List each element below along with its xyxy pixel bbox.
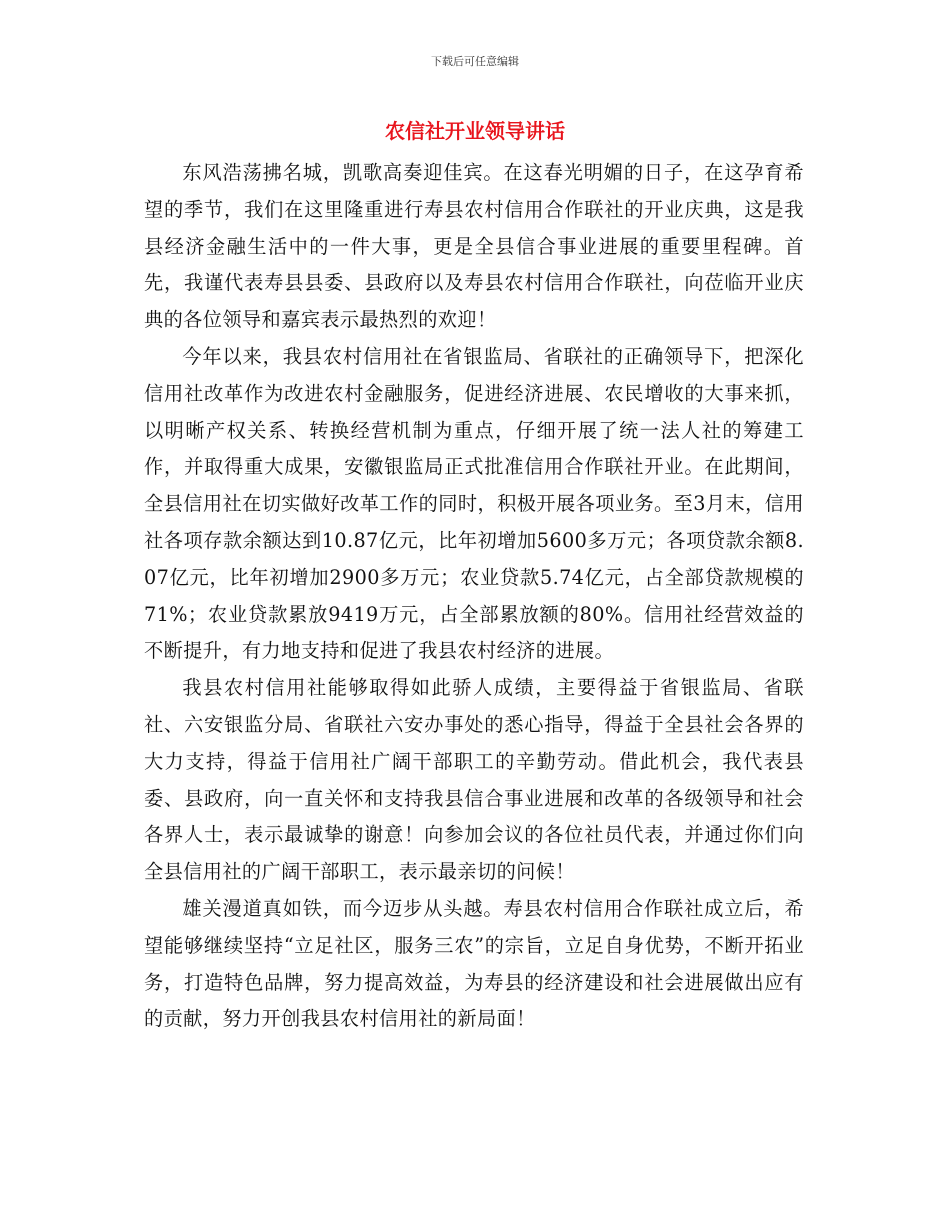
document-title: 农信社开业领导讲话 — [385, 119, 565, 143]
document-body — [144, 155, 804, 1038]
header-note: 下载后可任意编辑 — [431, 55, 519, 68]
paragraph-opening: 东风浩荡拂名城，凯歌高奏迎佳宾。在这春光明媚的日子，在这孕育希望的季节，我们在这里隆重进行寿县农村信用合作联社的开业庆典，这是我县经济金融生活中的一件大事，更是全县信合事业进展的重要里程碑。首先，我谨代表寿县县委、县政府以及寿县农村信用合作联社，向莅临开业庆典的各位领导和嘉宾表示最热烈的欢迎！ — [144, 161, 804, 332]
paragraph-achievements: 今年以来，我县农村信用社在省银监局、省联社的正确领导下，把深化信用社改革作为改进农村金融服务，促进经济进展、农民增收的大事来抓，以明晰产权关系、转换经营机制为重点，仔细开展了统一法人社的筹建工作，并取得重大成果，安徽银监局正式批准信用合作联社开业。在此期间，全县信用社在切实做好改革工作的同时，积极开展各项业务。至3月末，信用社各项存款余额达到10.87亿元，比年初增加5600多万元；各项贷款余额8.07亿元，比年初增加2900多万元；农业贷款5.74亿元，占全部贷款规模的71%；农业贷款累放9419万元，占全部累放额的80%。信用社经营效益的不断提升，有力地支持和促进了我县农村经济的进展。 — [144, 344, 804, 663]
paragraph-closing: 雄关漫道真如铁，而今迈步从头越。寿县农村信用合作联社成立后，希望能够继续坚持“立足社区，服务三农”的宗旨，立足自身优势，不断开拓业务，打造特色品牌，努力提高效益，为寿县的经济建设和社会进展做出应有的贡献，努力开创我县农村信用社的新局面！ — [144, 896, 804, 1031]
paragraph-thanks: 我县农村信用社能够取得如此骄人成绩，主要得益于省银监局、省联社、六安银监分局、省联社六安办事处的悉心指导，得益于全县社会各界的大力支持，得益于信用社广阔干部职工的辛勤劳动。借此机会，我代表县委、县政府，向一直关怀和支持我县信合事业进展和改革的各级领导和社会各界人士，表示最诚挚的谢意！向参加会议的各位社员代表，并通过你们向全县信用社的广阔干部职工，表示最亲切的问候！ — [144, 676, 804, 884]
